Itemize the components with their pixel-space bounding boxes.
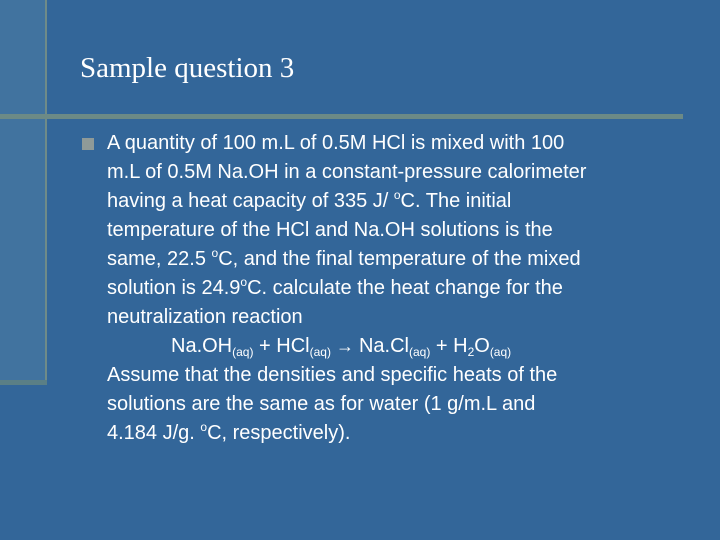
left-accent-line: [45, 0, 47, 385]
question-text: [107, 129, 697, 448]
text-line: m.L of 0.5M Na.OH in a constant-pressure calorimeter: [107, 161, 587, 183]
text-line: having a heat capacity of 335 J/ $^o$C. The initial: [107, 188, 512, 212]
text-line: 4.184 J/g. $^o$C, respectively).: [107, 420, 351, 444]
text-line: neutralization reaction: [107, 306, 303, 328]
arrow-icon: →: [330, 336, 359, 356]
title-rule: [0, 114, 683, 119]
text-line: A quantity of 100 m.L of 0.5M HCl is mixed with 100: [107, 132, 565, 154]
text-line: solutions are the same as for water (1 g/m.L and: [107, 393, 536, 415]
left-accent-edge: [0, 380, 47, 385]
text-line: same, 22.5 $^o$C, and the final temperature of the mixed: [107, 246, 581, 270]
slide-title: Sample question 3: [80, 52, 295, 84]
bullet-square-icon: [82, 138, 94, 150]
text-line: Assume that the densities and specific heats of the: [107, 364, 558, 386]
text-line: temperature of the HCl and Na.OH solutions is the: [107, 219, 553, 241]
left-accent-bar: [0, 0, 47, 385]
text-line: solution is 24.9$^o$C. calculate the heat change for the: [107, 275, 563, 299]
reaction-equation: $Na.OH_{(aq)} + HCl_{(aq)} \to Na.Cl_{(aq)} + H_2O_{(aq)}$: [171, 335, 512, 359]
